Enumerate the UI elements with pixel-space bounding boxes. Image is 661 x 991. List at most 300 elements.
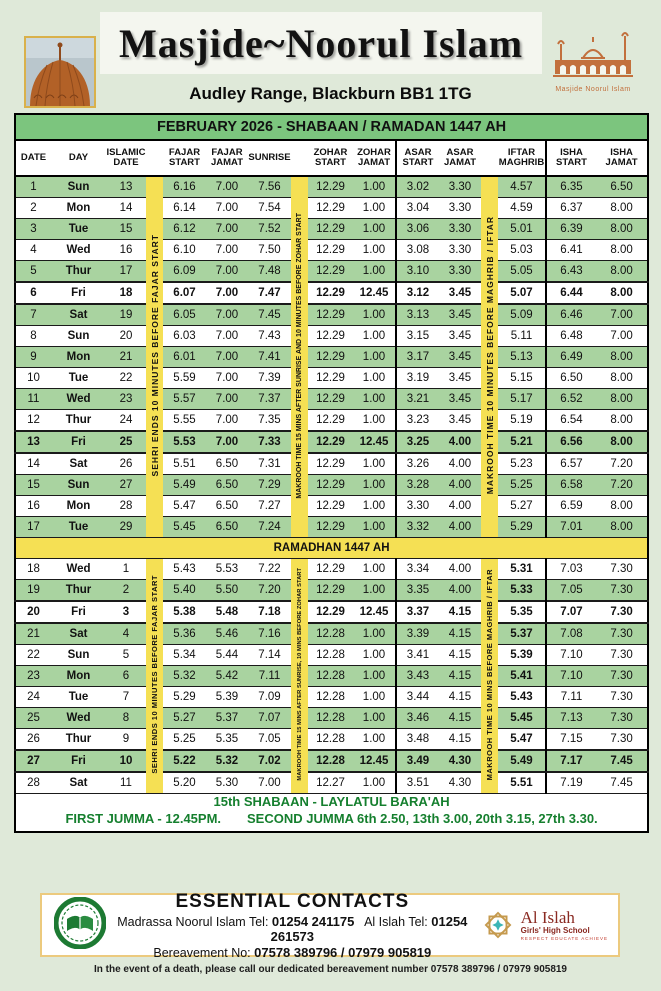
table-row (15, 517, 648, 538)
date-cell: 18 (15, 559, 51, 580)
laylatul-note: 15th SHABAAN - LAYLATUL BARA'AH (213, 794, 450, 809)
sehri-side-note: SEHRI ENDS 10 MINUTES BEFORE FAJAR START (146, 176, 163, 538)
iftar-maghrib-cell: 5.17 (498, 389, 546, 410)
isha-start-cell: 6.35 (546, 176, 596, 198)
iftar-maghrib-cell: 5.19 (498, 410, 546, 432)
isha-start-cell: 6.41 (546, 240, 596, 261)
islamic-date-cell: 2 (106, 580, 146, 602)
asar-jamat-cell: 3.45 (439, 326, 481, 347)
isha-start-cell: 6.50 (546, 368, 596, 389)
fajar-jamat-cell: 7.00 (206, 431, 248, 453)
fajar-start-cell: 6.07 (163, 282, 206, 304)
madrassa-tel-label: Madrassa Noorul Islam Tel: (117, 914, 269, 929)
fajar-start-cell: 5.36 (163, 623, 206, 645)
madrassa-logo-icon (54, 897, 106, 954)
islamic-date-cell: 13 (106, 176, 146, 198)
mosque-address: Audley Range, Blackburn BB1 1TG (189, 84, 472, 103)
iftar-maghrib-cell: 5.47 (498, 729, 546, 751)
day-cell: Sat (51, 304, 106, 326)
asar-jamat-cell: 4.15 (439, 645, 481, 666)
asar-start-cell: 3.35 (396, 580, 439, 602)
al-islah-subtitle: Girls' High School (520, 925, 590, 935)
islamic-date-cell: 4 (106, 623, 146, 645)
iftar-maghrib-cell: 5.07 (498, 282, 546, 304)
zohar-jamat-cell: 12.45 (353, 431, 396, 453)
day-cell: Sun (51, 176, 106, 198)
zohar-jamat-cell: 1.00 (353, 368, 396, 389)
asar-start-cell: 3.12 (396, 282, 439, 304)
isha-start-cell: 6.46 (546, 304, 596, 326)
day-cell: Fri (51, 750, 106, 772)
fajar-jamat-cell: 7.00 (206, 347, 248, 368)
fajar-start-cell: 5.38 (163, 601, 206, 623)
zohar-jamat-cell: 1.00 (353, 645, 396, 666)
notes-panel (15, 794, 648, 833)
col-header-asar-start: ASAR START (396, 140, 439, 176)
asar-start-cell: 3.23 (396, 410, 439, 432)
fajar-jamat-cell: 7.00 (206, 282, 248, 304)
isha-jamat-cell: 8.00 (596, 198, 648, 219)
asar-start-cell: 3.25 (396, 431, 439, 453)
asar-start-cell: 3.30 (396, 496, 439, 517)
zohar-start-cell: 12.29 (308, 453, 353, 475)
asar-jamat-cell: 4.15 (439, 708, 481, 729)
col-header-iftar-maghrib: IFTAR MAGHRIB (498, 140, 546, 176)
asar-start-cell: 3.04 (396, 198, 439, 219)
isha-start-cell: 6.52 (546, 389, 596, 410)
zohar-jamat-cell: 1.00 (353, 772, 396, 794)
asar-jamat-cell: 3.30 (439, 240, 481, 261)
isha-jamat-cell: 6.50 (596, 176, 648, 198)
islamic-date-cell: 23 (106, 389, 146, 410)
title-strip (100, 12, 542, 74)
table-row (15, 687, 648, 708)
date-cell: 23 (15, 666, 51, 687)
fajar-start-cell: 5.25 (163, 729, 206, 751)
islamic-date-cell: 3 (106, 601, 146, 623)
day-cell: Sat (51, 772, 106, 794)
date-cell: 28 (15, 772, 51, 794)
table-row (15, 580, 648, 602)
iftar-maghrib-cell: 5.33 (498, 580, 546, 602)
fajar-start-cell: 6.01 (163, 347, 206, 368)
sunrise-cell: 7.29 (248, 475, 291, 496)
fajar-start-cell: 6.09 (163, 261, 206, 283)
contacts-line-1 (106, 914, 479, 944)
sunrise-cell: 7.45 (248, 304, 291, 326)
islamic-date-cell: 16 (106, 240, 146, 261)
islamic-date-cell: 10 (106, 750, 146, 772)
asar-start-cell: 3.41 (396, 645, 439, 666)
iftar-maghrib-cell: 5.43 (498, 687, 546, 708)
fajar-jamat-cell: 5.35 (206, 729, 248, 751)
table-row (15, 410, 648, 432)
zohar-jamat-cell: 1.00 (353, 729, 396, 751)
isha-jamat-cell: 7.20 (596, 453, 648, 475)
table-row (15, 623, 648, 645)
table-row (15, 219, 648, 240)
day-cell: Thur (51, 410, 106, 432)
fajar-jamat-cell: 7.00 (206, 198, 248, 219)
fajar-start-cell: 5.59 (163, 368, 206, 389)
zohar-start-cell: 12.29 (308, 559, 353, 580)
islamic-date-cell: 22 (106, 368, 146, 389)
asar-jamat-cell: 4.15 (439, 623, 481, 645)
al-islah-logo (479, 906, 608, 944)
date-cell: 16 (15, 496, 51, 517)
asar-jamat-cell: 4.00 (439, 453, 481, 475)
zohar-jamat-cell: 1.00 (353, 580, 396, 602)
isha-start-cell: 6.48 (546, 326, 596, 347)
fajar-start-cell: 5.22 (163, 750, 206, 772)
sunrise-cell: 7.50 (248, 240, 291, 261)
zohar-jamat-cell: 12.45 (353, 601, 396, 623)
zohar-start-cell: 12.29 (308, 517, 353, 538)
fajar-start-cell: 5.43 (163, 559, 206, 580)
asar-start-cell: 3.49 (396, 750, 439, 772)
table-row (15, 282, 648, 304)
isha-start-cell: 7.13 (546, 708, 596, 729)
col-header-islamic-date: ISLAMIC DATE (106, 140, 146, 176)
asar-jamat-cell: 4.00 (439, 559, 481, 580)
mosque-logo-caption: Masjide Noorul Islam (555, 86, 631, 93)
islamic-date-cell: 27 (106, 475, 146, 496)
zohar-start-cell: 12.29 (308, 496, 353, 517)
sunrise-cell: 7.02 (248, 750, 291, 772)
iftar-maghrib-cell: 5.01 (498, 219, 546, 240)
date-cell: 19 (15, 580, 51, 602)
sunrise-cell: 7.20 (248, 580, 291, 602)
day-cell: Wed (51, 389, 106, 410)
fajar-start-cell: 5.45 (163, 517, 206, 538)
zohar-jamat-cell: 1.00 (353, 453, 396, 475)
zohar-start-cell: 12.29 (308, 475, 353, 496)
day-cell: Fri (51, 431, 106, 453)
zohar-start-cell: 12.29 (308, 431, 353, 453)
day-cell: Sun (51, 645, 106, 666)
isha-jamat-cell: 8.00 (596, 368, 648, 389)
zohar-jamat-cell: 1.00 (353, 176, 396, 198)
isha-jamat-cell: 8.00 (596, 219, 648, 240)
isha-jamat-cell: 8.00 (596, 347, 648, 368)
sunrise-cell: 7.18 (248, 601, 291, 623)
asar-start-cell: 3.51 (396, 772, 439, 794)
col-header-zohar-start: ZOHAR START (308, 140, 353, 176)
side-note-header (291, 140, 308, 176)
islamic-date-cell: 14 (106, 198, 146, 219)
isha-jamat-cell: 8.00 (596, 240, 648, 261)
zohar-jamat-cell: 1.00 (353, 198, 396, 219)
day-cell: Wed (51, 240, 106, 261)
date-cell: 8 (15, 326, 51, 347)
fajar-start-cell: 5.53 (163, 431, 206, 453)
asar-start-cell: 3.13 (396, 304, 439, 326)
ramadhan-banner: RAMADHAN 1447 AH (15, 538, 648, 559)
table-row (15, 601, 648, 623)
sehri-side-note: SEHRI ENDS 10 MINUTES BEFORE FAJAR START (146, 559, 163, 794)
fajar-jamat-cell: 7.00 (206, 389, 248, 410)
fajar-start-cell: 5.32 (163, 666, 206, 687)
zohar-start-cell: 12.28 (308, 623, 353, 645)
sunrise-cell: 7.48 (248, 261, 291, 283)
zohar-jamat-cell: 1.00 (353, 559, 396, 580)
fajar-jamat-cell: 7.00 (206, 410, 248, 432)
date-cell: 3 (15, 219, 51, 240)
sunrise-cell: 7.00 (248, 772, 291, 794)
isha-jamat-cell: 7.30 (596, 708, 648, 729)
jumma-first: FIRST JUMMA - 12.45PM. (65, 811, 222, 826)
col-header-fajar-start: FAJAR START (163, 140, 206, 176)
zohar-jamat-cell: 1.00 (353, 687, 396, 708)
makrooh-morning-side-note: MAKROOH TIME 15 MINS AFTER SUNRISE AND 10 MINUTES BEFORE ZOHAR START (291, 176, 308, 538)
date-cell: 25 (15, 708, 51, 729)
date-cell: 26 (15, 729, 51, 751)
isha-start-cell: 6.43 (546, 261, 596, 283)
table-row (15, 240, 648, 261)
asar-jamat-cell: 3.45 (439, 304, 481, 326)
isha-jamat-cell: 7.00 (596, 304, 648, 326)
asar-start-cell: 3.43 (396, 666, 439, 687)
col-header-isha-jamat: ISHA JAMAT (596, 140, 648, 176)
islamic-date-cell: 21 (106, 347, 146, 368)
iftar-maghrib-cell: 5.35 (498, 601, 546, 623)
table-row (15, 708, 648, 729)
col-header-zohar-jamat: ZOHAR JAMAT (353, 140, 396, 176)
isha-jamat-cell: 8.00 (596, 496, 648, 517)
iftar-maghrib-cell: 5.25 (498, 475, 546, 496)
prayer-timetable (14, 113, 649, 833)
asar-start-cell: 3.21 (396, 389, 439, 410)
fajar-jamat-cell: 5.44 (206, 645, 248, 666)
bereavement-numbers: 07578 389796 / 07979 905819 (254, 944, 432, 960)
table-row (15, 666, 648, 687)
date-cell: 24 (15, 687, 51, 708)
zohar-start-cell: 12.29 (308, 347, 353, 368)
date-cell: 2 (15, 198, 51, 219)
zohar-jamat-cell: 1.00 (353, 219, 396, 240)
asar-start-cell: 3.17 (396, 347, 439, 368)
zohar-start-cell: 12.29 (308, 580, 353, 602)
col-header-fajar-jamat: FAJAR JAMAT (206, 140, 248, 176)
date-cell: 1 (15, 176, 51, 198)
zohar-start-cell: 12.29 (308, 410, 353, 432)
day-cell: Fri (51, 601, 106, 623)
date-cell: 13 (15, 431, 51, 453)
asar-jamat-cell: 3.45 (439, 347, 481, 368)
table-row (15, 368, 648, 389)
bereavement-notice: In the event of a death, please call our dedicated bereavement number 07578 389796 / 07979 905819 (93, 964, 567, 975)
table-row (15, 431, 648, 453)
isha-start-cell: 7.08 (546, 623, 596, 645)
isha-jamat-cell: 7.30 (596, 601, 648, 623)
zohar-start-cell: 12.27 (308, 772, 353, 794)
fajar-jamat-cell: 5.32 (206, 750, 248, 772)
zohar-jamat-cell: 1.00 (353, 475, 396, 496)
day-cell: Mon (51, 496, 106, 517)
table-row (15, 496, 648, 517)
islamic-date-cell: 17 (106, 261, 146, 283)
iftar-maghrib-cell: 5.31 (498, 559, 546, 580)
isha-start-cell: 7.10 (546, 645, 596, 666)
fajar-start-cell: 5.47 (163, 496, 206, 517)
fajar-start-cell: 6.10 (163, 240, 206, 261)
table-row (15, 261, 648, 283)
asar-start-cell: 3.15 (396, 326, 439, 347)
zohar-start-cell: 12.29 (308, 389, 353, 410)
day-cell: Tue (51, 517, 106, 538)
sunrise-cell: 7.07 (248, 708, 291, 729)
islamic-date-cell: 25 (106, 431, 146, 453)
sunrise-cell: 7.37 (248, 389, 291, 410)
fajar-start-cell: 5.51 (163, 453, 206, 475)
asar-jamat-cell: 4.00 (439, 431, 481, 453)
day-cell: Mon (51, 347, 106, 368)
isha-jamat-cell: 7.30 (596, 687, 648, 708)
zohar-jamat-cell: 1.00 (353, 389, 396, 410)
islamic-date-cell: 7 (106, 687, 146, 708)
isha-start-cell: 7.07 (546, 601, 596, 623)
essential-contacts-panel (40, 890, 620, 960)
fajar-jamat-cell: 7.00 (206, 261, 248, 283)
alislah-tel-label: Al Islah Tel: (364, 914, 428, 929)
fajar-start-cell: 6.14 (163, 198, 206, 219)
table-row (15, 772, 648, 794)
isha-jamat-cell: 8.00 (596, 431, 648, 453)
sunrise-cell: 7.54 (248, 198, 291, 219)
sunrise-cell: 7.14 (248, 645, 291, 666)
islamic-date-cell: 5 (106, 645, 146, 666)
zohar-jamat-cell: 1.00 (353, 240, 396, 261)
fajar-jamat-cell: 6.50 (206, 517, 248, 538)
fajar-jamat-cell: 7.00 (206, 219, 248, 240)
sunrise-cell: 7.39 (248, 368, 291, 389)
sunrise-cell: 7.52 (248, 219, 291, 240)
sunrise-cell: 7.11 (248, 666, 291, 687)
sunrise-cell: 7.09 (248, 687, 291, 708)
date-cell: 14 (15, 453, 51, 475)
table-row (15, 304, 648, 326)
contacts-line-2 (106, 945, 479, 960)
isha-start-cell: 7.05 (546, 580, 596, 602)
asar-jamat-cell: 4.00 (439, 475, 481, 496)
fajar-jamat-cell: 5.30 (206, 772, 248, 794)
isha-jamat-cell: 7.20 (596, 475, 648, 496)
side-note-header (146, 140, 163, 176)
sunrise-cell: 7.41 (248, 347, 291, 368)
zohar-start-cell: 12.29 (308, 176, 353, 198)
date-cell: 15 (15, 475, 51, 496)
zohar-start-cell: 12.29 (308, 304, 353, 326)
day-cell: Sat (51, 623, 106, 645)
isha-start-cell: 7.01 (546, 517, 596, 538)
al-islah-motto: RESPECT EDUCATE ACHIEVE (520, 935, 608, 941)
isha-start-cell: 6.54 (546, 410, 596, 432)
asar-jamat-cell: 3.30 (439, 198, 481, 219)
day-cell: Wed (51, 708, 106, 729)
iftar-maghrib-cell: 5.49 (498, 750, 546, 772)
asar-jamat-cell: 4.30 (439, 772, 481, 794)
isha-jamat-cell: 8.00 (596, 389, 648, 410)
isha-jamat-cell: 7.30 (596, 559, 648, 580)
sunrise-cell: 7.05 (248, 729, 291, 751)
asar-start-cell: 3.26 (396, 453, 439, 475)
islamic-date-cell: 8 (106, 708, 146, 729)
asar-jamat-cell: 4.15 (439, 687, 481, 708)
zohar-start-cell: 12.29 (308, 368, 353, 389)
isha-jamat-cell: 7.30 (596, 666, 648, 687)
day-cell: Tue (51, 219, 106, 240)
asar-jamat-cell: 3.30 (439, 176, 481, 198)
isha-start-cell: 7.10 (546, 666, 596, 687)
sunrise-cell: 7.31 (248, 453, 291, 475)
isha-start-cell: 7.11 (546, 687, 596, 708)
zohar-start-cell: 12.29 (308, 219, 353, 240)
makrooh-evening-side-note: MAKROOH TIME 10 MINS BEFORE MAGHRIB / IFTAR (481, 559, 498, 794)
asar-jamat-cell: 4.00 (439, 580, 481, 602)
sunrise-cell: 7.33 (248, 431, 291, 453)
asar-jamat-cell: 3.45 (439, 389, 481, 410)
table-row (15, 198, 648, 219)
fajar-jamat-cell: 7.00 (206, 368, 248, 389)
day-cell: Sun (51, 475, 106, 496)
fajar-start-cell: 6.05 (163, 304, 206, 326)
zohar-jamat-cell: 12.45 (353, 750, 396, 772)
date-cell: 6 (15, 282, 51, 304)
fajar-jamat-cell: 5.50 (206, 580, 248, 602)
islamic-date-cell: 9 (106, 729, 146, 751)
day-cell: Fri (51, 282, 106, 304)
asar-jamat-cell: 3.45 (439, 368, 481, 389)
isha-jamat-cell: 7.45 (596, 772, 648, 794)
table-row (15, 176, 648, 198)
islamic-date-cell: 6 (106, 666, 146, 687)
zohar-jamat-cell: 1.00 (353, 708, 396, 729)
asar-start-cell: 3.06 (396, 219, 439, 240)
fajar-jamat-cell: 7.00 (206, 176, 248, 198)
zohar-start-cell: 12.29 (308, 261, 353, 283)
iftar-maghrib-cell: 5.05 (498, 261, 546, 283)
date-cell: 12 (15, 410, 51, 432)
date-cell: 17 (15, 517, 51, 538)
asar-start-cell: 3.02 (396, 176, 439, 198)
jumma-second: SECOND JUMMA 6th 2.50, 13th 3.00, 20th 3.15, 27th 3.30. (247, 811, 598, 826)
table-row (15, 475, 648, 496)
sunrise-cell: 7.47 (248, 282, 291, 304)
isha-start-cell: 6.49 (546, 347, 596, 368)
table-row (15, 559, 648, 580)
table-row (15, 389, 648, 410)
islamic-date-cell: 1 (106, 559, 146, 580)
isha-start-cell: 6.39 (546, 219, 596, 240)
isha-start-cell: 7.17 (546, 750, 596, 772)
table-row (15, 326, 648, 347)
day-cell: Thur (51, 261, 106, 283)
isha-start-cell: 6.56 (546, 431, 596, 453)
asar-start-cell: 3.48 (396, 729, 439, 751)
islamic-date-cell: 18 (106, 282, 146, 304)
isha-start-cell: 6.57 (546, 453, 596, 475)
asar-jamat-cell: 4.30 (439, 750, 481, 772)
table-row (15, 347, 648, 368)
asar-start-cell: 3.19 (396, 368, 439, 389)
makrooh-morning-side-note: MAKROOH TIME 15 MINS AFTER SUNRISE, 10 MINS BEFORE ZOHAR START (291, 559, 308, 794)
isha-start-cell: 6.44 (546, 282, 596, 304)
contacts-title: ESSENTIAL CONTACTS (175, 890, 410, 912)
fajar-jamat-cell: 7.00 (206, 304, 248, 326)
iftar-maghrib-cell: 5.51 (498, 772, 546, 794)
col-header-day: DAY (51, 140, 106, 176)
date-cell: 20 (15, 601, 51, 623)
